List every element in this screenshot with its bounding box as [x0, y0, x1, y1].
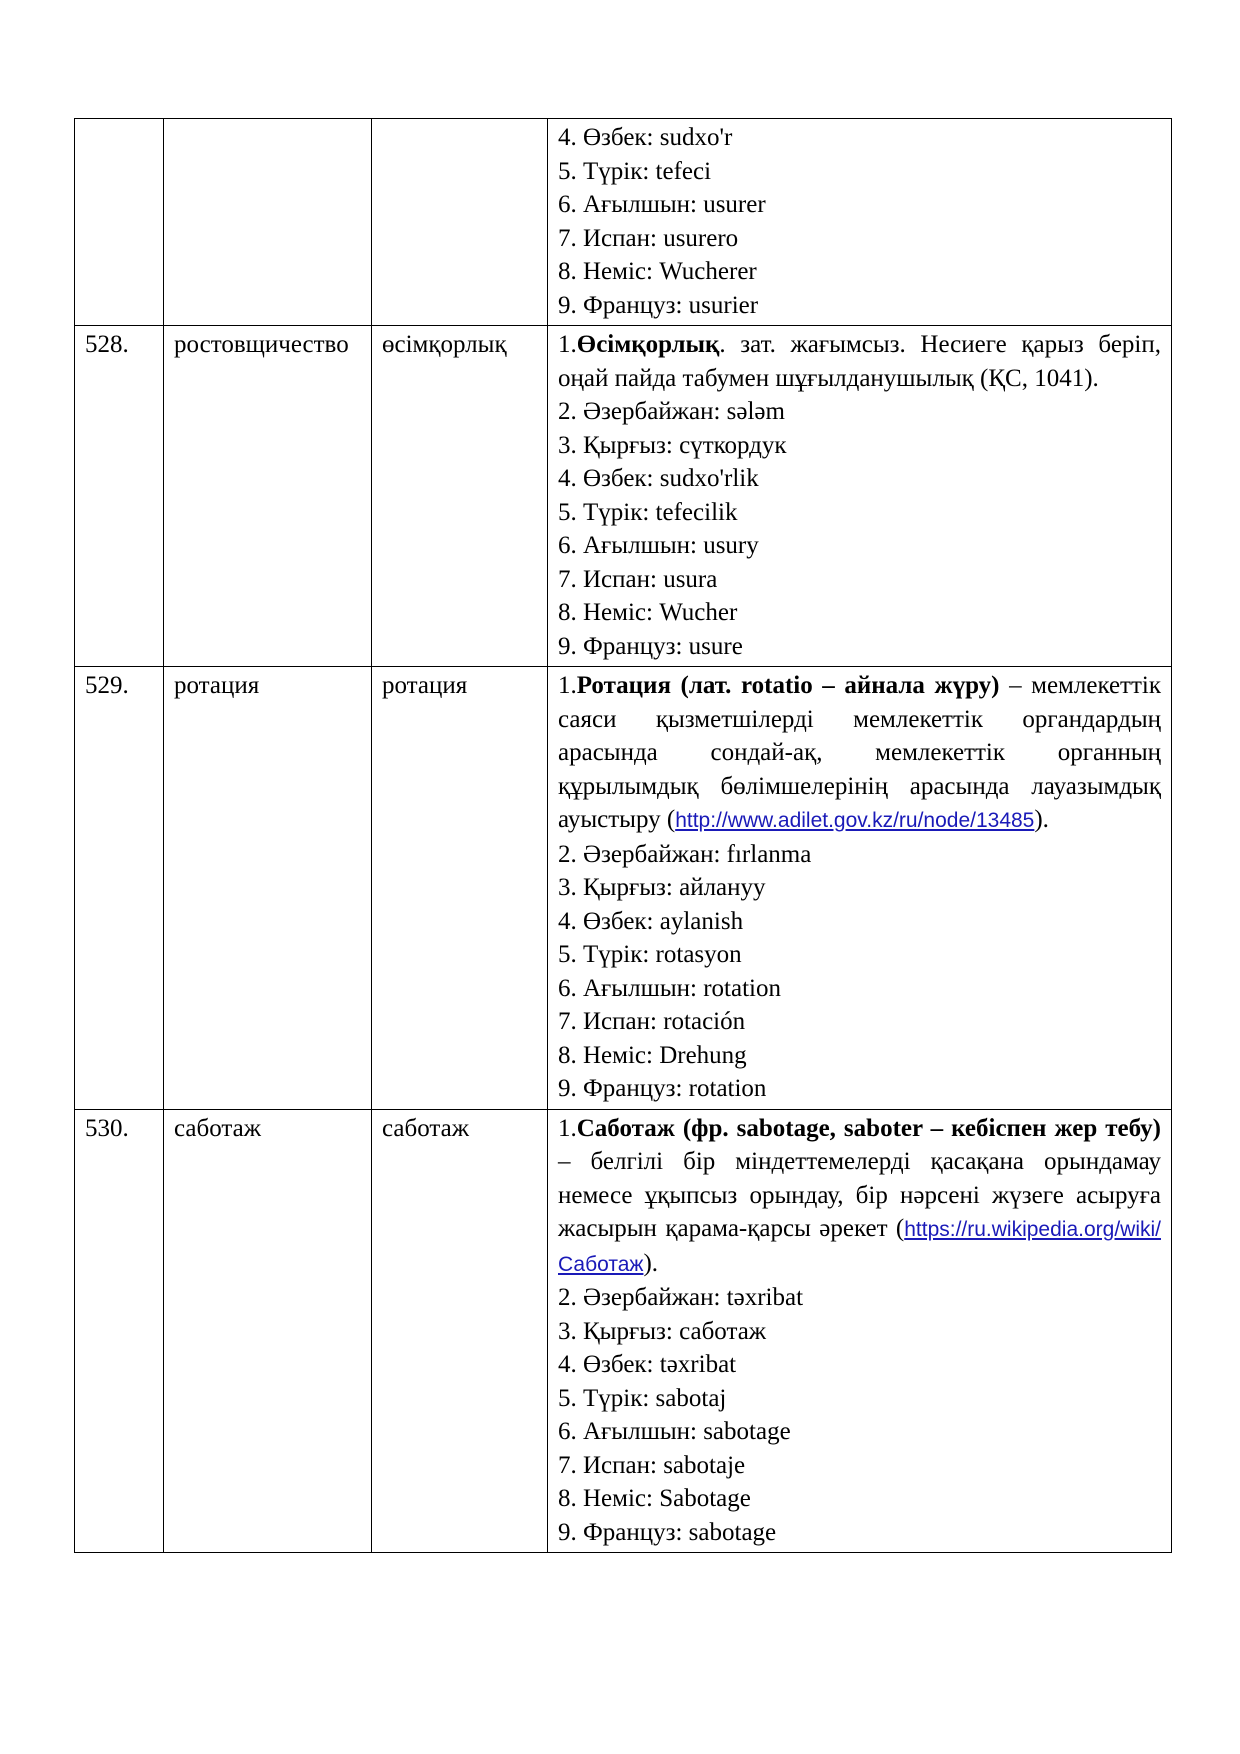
translation-line: 9. Француз: usurier — [558, 291, 759, 319]
translation-line: 7. Испан: rotación — [558, 1008, 746, 1035]
translation-line: 6. Ағылшын: usurer — [558, 191, 766, 218]
definition-body: – белгілі бір міндеттемелерді қасақана орындамау немесе ұқыпсыз орындау, бір нәрсені жүзеге асыруға жасырын қарама-қарсы әрекет ( — [558, 1148, 1161, 1242]
entry-russian: ростовщичество — [164, 326, 372, 667]
source-link[interactable]: http://www.adilet.gov.kz/ru/node/13485 — [675, 809, 1035, 832]
definition-text — [558, 1112, 1161, 1282]
term-bold: Өсімқорлық — [576, 331, 720, 358]
entry-kazakh — [372, 119, 548, 326]
dictionary-table — [74, 118, 1172, 1553]
definition-text — [558, 669, 1161, 838]
entry-number: 528. — [75, 326, 164, 667]
translation-line: 8. Неміс: Wucher — [558, 599, 738, 626]
entry-definition — [548, 667, 1172, 1110]
entry-definition — [548, 1109, 1172, 1553]
translation-line: 9. Француз: usure — [558, 632, 743, 660]
translation-line: 2. Әзербайжан: sələm — [558, 398, 785, 425]
translation-line: 4. Өзбек: sudxo'rlik — [558, 465, 759, 492]
definition-number: 1. — [558, 331, 577, 358]
entry-number — [75, 119, 164, 326]
translation-line: 6. Ағылшын: usury — [558, 532, 759, 559]
translation-line: 5. Түрік: rotasyon — [558, 941, 742, 968]
translation-line: 6. Ағылшын: rotation — [558, 974, 781, 1002]
translation-line: 7. Испан: usurero — [558, 224, 739, 252]
entry-russian — [164, 119, 372, 326]
definition-number: 1. — [558, 672, 577, 699]
translation-line: 9. Француз: rotation — [558, 1075, 767, 1102]
translation-line: 7. Испан: usura — [558, 565, 718, 593]
translation-line: 7. Испан: sabotaje — [558, 1451, 746, 1479]
translation-line: 2. Әзербайжан: fırlanma — [558, 840, 812, 868]
entry-russian: ротация — [164, 667, 372, 1110]
source-link[interactable]: https://ru.wikipedia.org/wiki/Саботаж — [558, 1218, 1161, 1276]
definition-text — [558, 328, 1161, 395]
translation-line: 8. Неміс: Sabotage — [558, 1485, 751, 1512]
entry-kazakh: саботаж — [372, 1109, 548, 1553]
translation-line: 4. Өзбек: sudxo'r — [558, 124, 733, 151]
table-row — [75, 667, 1172, 1110]
translation-line: 5. Түрік: tefecilik — [558, 498, 738, 526]
translation-line: 8. Неміс: Wucherer — [558, 258, 757, 285]
entry-definition — [548, 119, 1172, 326]
entry-definition — [548, 326, 1172, 667]
table-row — [75, 1109, 1172, 1553]
term-bold: Ротация (лат. rotatio – айнала жүру) — [576, 672, 1000, 699]
definition-number: 1. — [558, 1114, 577, 1142]
translation-line: 8. Неміс: Drehung — [558, 1041, 747, 1069]
definition-close: ). — [643, 1249, 659, 1277]
translation-line: 4. Өзбек: təxribat — [558, 1351, 737, 1378]
definition-body: – мемлекеттік саяси қызметшілерді мемлекеттік органдардың арасында сондай-ақ, мемлекеттік органның құрылымдық бөлімшелерінің арасында лауазымдық ауыстыру ( — [558, 672, 1162, 833]
entry-number: 530. — [75, 1109, 164, 1553]
translation-line: 4. Өзбек: aylanish — [558, 907, 744, 935]
translation-line: 9. Француз: sabotage — [558, 1518, 777, 1546]
term-bold: Саботаж (фр. sabotage, saboter – кебіспен жер тебу) — [576, 1114, 1161, 1142]
definition-close: ). — [1034, 806, 1049, 833]
translation-line: 3. Қырғыз: саботаж — [558, 1317, 767, 1345]
translation-line: 6. Ағылшын: sabotage — [558, 1418, 791, 1445]
definition-body: . зат. жағымсыз. Несиеге қарыз беріп, оңай пайда табумен шұғылданушылық (ҚС, 1041). — [558, 331, 1161, 392]
translation-line: 5. Түрік: sabotaj — [558, 1384, 727, 1412]
translation-line: 2. Әзербайжан: təxribat — [558, 1284, 804, 1311]
entry-number: 529. — [75, 667, 164, 1110]
entry-kazakh: өсімқорлық — [372, 326, 548, 667]
entry-russian: саботаж — [164, 1109, 372, 1553]
translation-line: 3. Қырғыз: айлануу — [558, 874, 766, 901]
table-row-continuation — [75, 119, 1172, 326]
entry-kazakh: ротация — [372, 667, 548, 1110]
translation-line: 5. Түрік: tefeci — [558, 157, 712, 185]
table-row — [75, 326, 1172, 667]
translation-line: 3. Қырғыз: сүткордук — [558, 431, 787, 459]
